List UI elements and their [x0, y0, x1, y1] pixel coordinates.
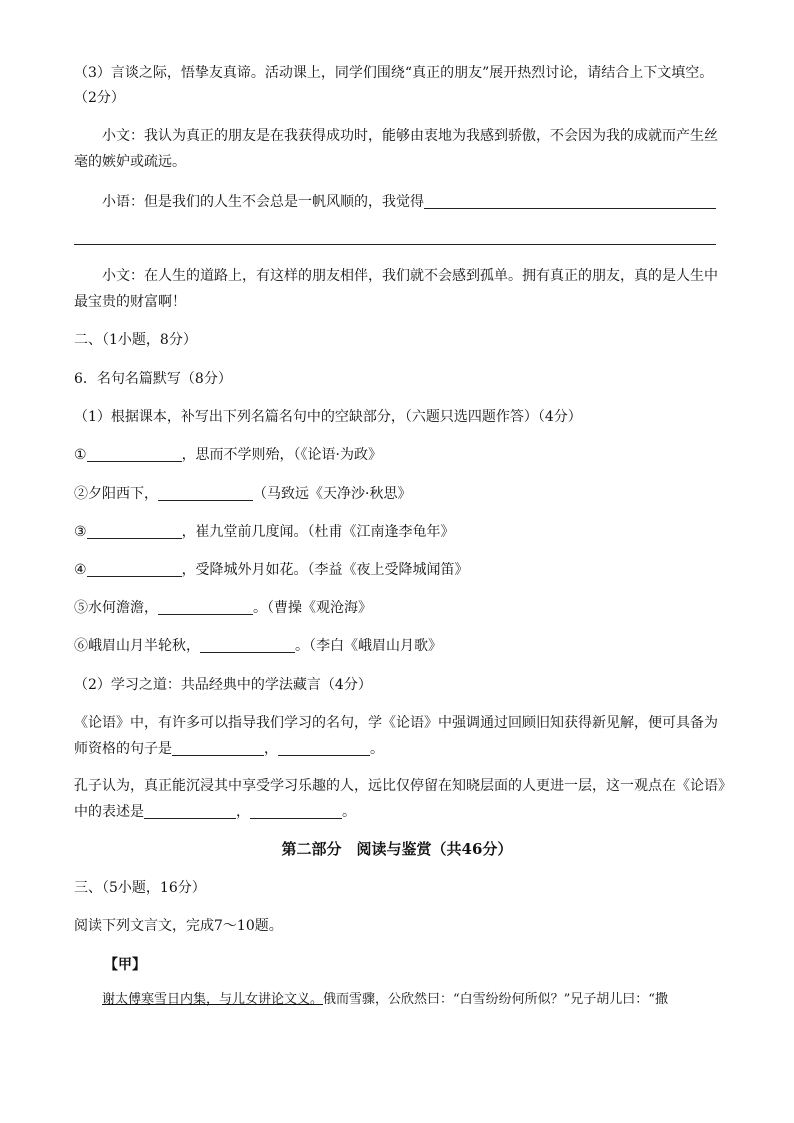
fill-blank[interactable] — [87, 524, 182, 539]
xiaoyu-statement — [102, 192, 752, 212]
item-suffix: ，思而不学则殆，（《论语·为政》 — [181, 447, 383, 463]
fill-blank[interactable] — [278, 741, 370, 756]
analects-para-1-line1: 《论语》中，有许多可以指导我们学习的名句，学《论语》中强调通过回顾旧知获得新见解，便可具备为 — [74, 715, 718, 731]
item-prefix: ③ — [74, 524, 87, 540]
xiaowen-statement-2-line1: 小文：在人生的道路上，有这样的朋友相伴，我们就不会感到孤单。拥有真正的朋友，真的是人生中 — [102, 268, 718, 284]
passage-label-jia: 【甲】 — [104, 957, 146, 973]
separator: ， — [236, 804, 250, 820]
fill-blank[interactable] — [87, 562, 182, 577]
item-prefix: ⑥峨眉山月半轮秋， — [74, 638, 200, 654]
xiaowen-statement-1-line1: 小文：我认为真正的朋友是在我获得成功时，能够由衷地为我感到骄傲，不会因为我的成就而产生丝 — [102, 128, 718, 144]
q3-prompt: （3）言谈之际，悟挚友真谛。活动课上，同学们围绕“真正的朋友”展开热烈讨论，请结合上下文填空。 — [74, 65, 714, 81]
xiaowen-statement-1-line2: 毫的嫉妒或疏远。 — [74, 154, 186, 170]
subquestion-2: （2）学习之道：共品经典中的学法藏言（4分） — [74, 677, 372, 693]
question-6-title: 6．名句名篇默写（8分） — [74, 371, 232, 387]
analects-para-2-line1: 孔子认为，真正能沉浸其中享受学习乐趣的人，远比仅停留在知晓层面的人更进一层，这一观点在《论语》 — [74, 778, 732, 794]
recitation-item-5 — [74, 598, 724, 618]
reading-instruction: 阅读下列文言文，完成7～10题。 — [74, 918, 283, 934]
para-text: 师资格的句子是 — [74, 741, 172, 757]
fill-blank[interactable] — [172, 741, 264, 756]
para-text: 中的表述是 — [74, 804, 144, 820]
recitation-item-6 — [74, 636, 724, 656]
q3-score: （2分） — [74, 90, 125, 106]
xiaoyu-text: 小语：但是我们的人生不会总是一帆风顺的，我觉得 — [102, 194, 424, 210]
section-2-title: 二、（1小题，8分） — [74, 332, 197, 348]
item-prefix: ④ — [74, 562, 87, 578]
separator: ， — [264, 741, 278, 757]
section-3-title: 三、（5小题，16分） — [74, 880, 206, 896]
item-prefix: ⑤水何澹澹， — [74, 600, 158, 616]
subquestion-1: （1）根据课本，补写出下列名篇名句中的空缺部分，（六题只选四题作答）（4分） — [74, 409, 582, 425]
recitation-item-2 — [74, 484, 724, 504]
period: 。 — [370, 741, 384, 757]
recitation-item-4 — [74, 560, 724, 580]
part-2-heading: 第二部分 阅读与鉴赏（共46分） — [281, 840, 513, 858]
answer-blank-line[interactable] — [424, 194, 716, 209]
recitation-item-1 — [74, 445, 724, 465]
analects-para-1-line2 — [74, 739, 724, 759]
item-suffix: ，崔九堂前几度闻。（杜甫《江南逢李龟年》 — [181, 524, 455, 540]
fill-blank[interactable] — [144, 804, 236, 819]
classical-text: 俄而雪骤，公欣然曰：“白雪纷纷何所似？”兄子胡儿曰：“撒 — [323, 992, 668, 1007]
fill-blank[interactable] — [87, 447, 182, 462]
fill-blank[interactable] — [250, 804, 342, 819]
classical-passage-line — [102, 990, 668, 1010]
fill-blank[interactable] — [158, 600, 253, 615]
item-suffix: ，受降城外月如花。（李益《夜上受降城闻笛》 — [181, 562, 469, 578]
analects-para-2-line2 — [74, 802, 724, 822]
answer-blank-fullline[interactable] — [74, 244, 716, 245]
item-suffix: 。（李白《峨眉山月歌》 — [295, 638, 442, 654]
item-prefix: ① — [74, 447, 87, 463]
underlined-sentence: 谢太傅寒雪日内集，与儿女讲论文义。 — [102, 992, 324, 1007]
item-suffix: （马致远《天净沙·秋思》 — [253, 486, 412, 502]
period: 。 — [342, 804, 356, 820]
fill-blank[interactable] — [158, 486, 253, 501]
fill-blank[interactable] — [200, 638, 295, 653]
item-prefix: ②夕阳西下， — [74, 486, 158, 502]
item-suffix: 。（曹操《观沧海》 — [253, 600, 372, 616]
xiaowen-statement-2-line2: 最宝贵的财富啊！ — [74, 294, 186, 310]
recitation-item-3 — [74, 522, 724, 542]
